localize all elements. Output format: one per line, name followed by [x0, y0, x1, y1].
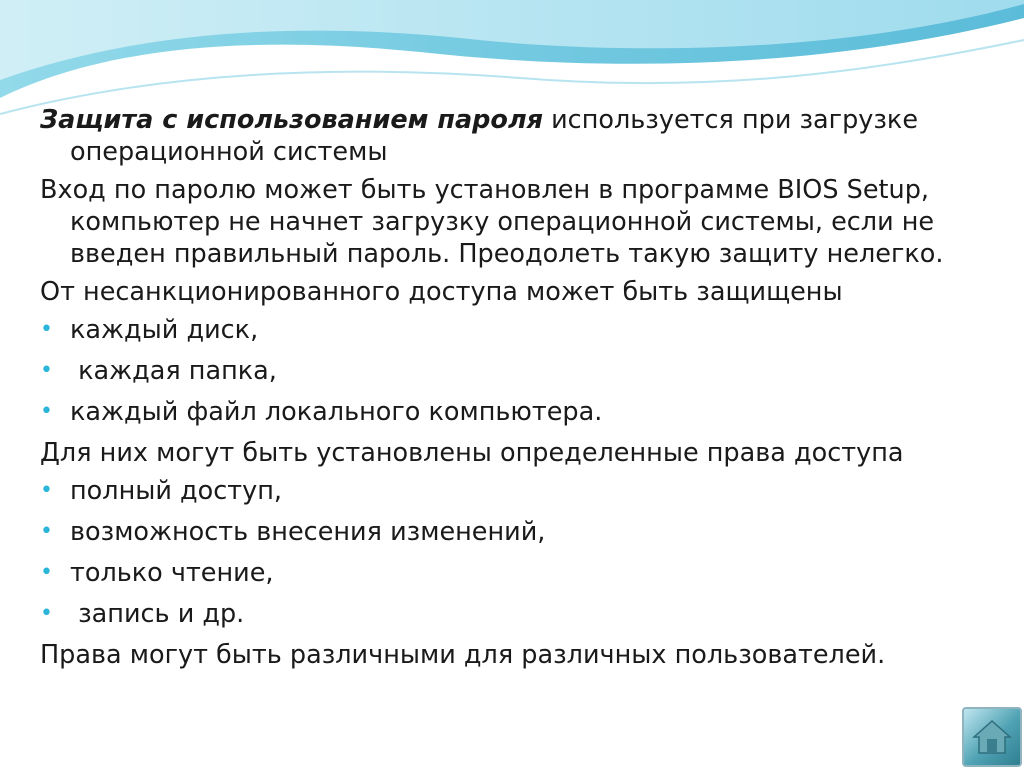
list-item-text: каждая папка, [70, 356, 277, 386]
list-item [40, 396, 1000, 428]
bullet-dot: • [40, 478, 53, 503]
bullet-dot: • [40, 358, 53, 383]
list-item [40, 516, 1000, 548]
paragraph-rest: используется при загрузке операционной системы [70, 105, 919, 167]
list-item [40, 557, 1000, 589]
paragraph-password-protection [40, 104, 1000, 168]
slide-content [40, 104, 1000, 677]
list-item-text: каждый диск, [70, 315, 259, 345]
paragraph-different-rights: Права могут быть различными для различных пользователей. [40, 640, 886, 670]
bullet-dot: • [40, 560, 53, 585]
list-item-text: каждый файл локального компьютера. [70, 397, 603, 427]
bullet-dot: • [40, 519, 53, 544]
list-item [40, 314, 1000, 346]
bullet-dot: • [40, 317, 53, 342]
home-icon [972, 717, 1012, 757]
paragraph-unauthorized: От несанкционированного доступа может быть защищены [40, 277, 843, 307]
list-item [40, 475, 1000, 507]
paragraph-access-rights: Для них могут быть установлены определенные права доступа [40, 438, 904, 468]
list-item-text: возможность внесения изменений, [70, 517, 546, 547]
list-item-text: запись и др. [70, 599, 245, 629]
bullet-dot: • [40, 601, 53, 626]
list-item [40, 598, 1000, 630]
list-item-text: полный доступ, [70, 476, 283, 506]
list-item [40, 355, 1000, 387]
home-button[interactable] [962, 707, 1022, 767]
list-item-text: только чтение, [70, 558, 274, 588]
paragraph-bold-lead: Защита с использованием пароля [40, 105, 543, 135]
paragraph-bios: Вход по паролю может быть установлен в программе BIOS Setup, компьютер не начнет загрузку операционной системы, если не введен правильный пароль. Преодолеть такую защиту нелегко. [40, 175, 944, 269]
bullet-dot: • [40, 399, 53, 424]
decorative-wave [0, 0, 1024, 120]
